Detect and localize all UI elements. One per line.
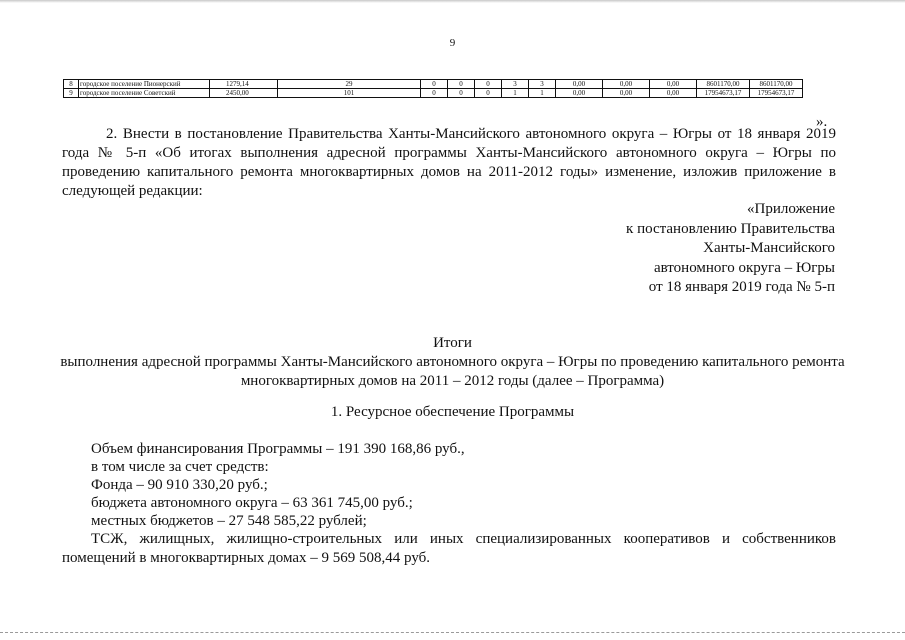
section-heading: 1. Ресурсное обеспечение Программы [330,404,575,420]
document-title [40,334,865,391]
title-subtitle: выполнения адресной программы Ханты-Мансийского автономного округа – Югры по проведению капитального ремонта многоквартирных домов на 2011 – 2012 годы (далее – Программа) [60,354,845,389]
municipality-name: городское поселение Советский [79,89,210,98]
funding-list [91,440,465,530]
sum-cell: 8601170,00 [750,80,803,89]
appendix-line: Ханты-Мансийского [703,240,835,256]
amount-cell: 0,00 [650,89,697,98]
area-cell: 2450,00 [210,89,278,98]
count-cell: 29 [278,80,421,89]
scan-edge-top [0,0,905,3]
area-cell: 1279,14 [210,80,278,89]
scan-edge-bottom [0,632,905,635]
appendix-line: к постановлению Правительства [626,220,835,237]
appendix-line: «Приложение [746,201,835,217]
value-cell: 0 [475,80,502,89]
sum-cell: 17954673,17 [750,89,803,98]
value-cell: 1 [502,89,529,98]
amount-cell: 0,00 [603,89,650,98]
funding-local: местных бюджетов – 27 548 585,22 рублей; [91,513,367,529]
closing-quote: ». [816,114,828,130]
summary-table [63,79,803,98]
value-cell: 0 [421,89,448,98]
amount-cell: 0,00 [603,80,650,89]
amount-cell: 0,00 [556,80,603,89]
sum-cell: 8601170,00 [697,80,750,89]
table-row [64,80,803,89]
value-cell: 1 [529,89,556,98]
count-cell: 101 [278,89,421,98]
amount-cell: 0,00 [556,89,603,98]
page-number: 9 [449,37,456,49]
title-line: Итоги [433,335,472,351]
sum-cell: 17954673,17 [697,89,750,98]
municipality-name: городское поселение Пионерский [79,80,210,89]
funding-including: в том числе за счет средств: [91,459,269,475]
row-number: 9 [64,89,79,98]
appendix-line: автономного округа – Югры [653,259,835,276]
appendix-line: от 18 января 2019 года № 5-п [648,279,835,295]
funding-owners: ТСЖ, жилищных, жилищно-строительных или иных специализированных кооперативов и собственников помещений в многоквартирных домах – 9 569 508,44 руб. [62,531,836,566]
value-cell: 0 [448,89,475,98]
value-cell: 3 [529,80,556,89]
funding-fund: Фонда – 90 910 330,20 руб.; [91,477,268,493]
value-cell: 0 [475,89,502,98]
row-number: 8 [64,80,79,89]
funding-total: Объем финансирования Программы – 191 390 168,86 руб., [91,441,465,457]
amount-cell: 0,00 [650,80,697,89]
value-cell: 0 [448,80,475,89]
funding-regional: бюджета автономного округа – 63 361 745,00 руб.; [91,495,413,511]
value-cell: 3 [502,80,529,89]
appendix-header [560,200,835,298]
paragraph-amendment: 2. Внести в постановление Правительства Ханты-Мансийского автономного округа – Югры от 18 января 2019 года № 5-п «Об итогах выполнения адресной программы Ханты-Мансийского автономного округа – Югры по проведению капитального ремонта многоквартирных домов на 2011-2012 годы» изменение, изложив приложение в следующей редакции: [62,126,836,199]
table-row [64,89,803,98]
value-cell: 0 [421,80,448,89]
